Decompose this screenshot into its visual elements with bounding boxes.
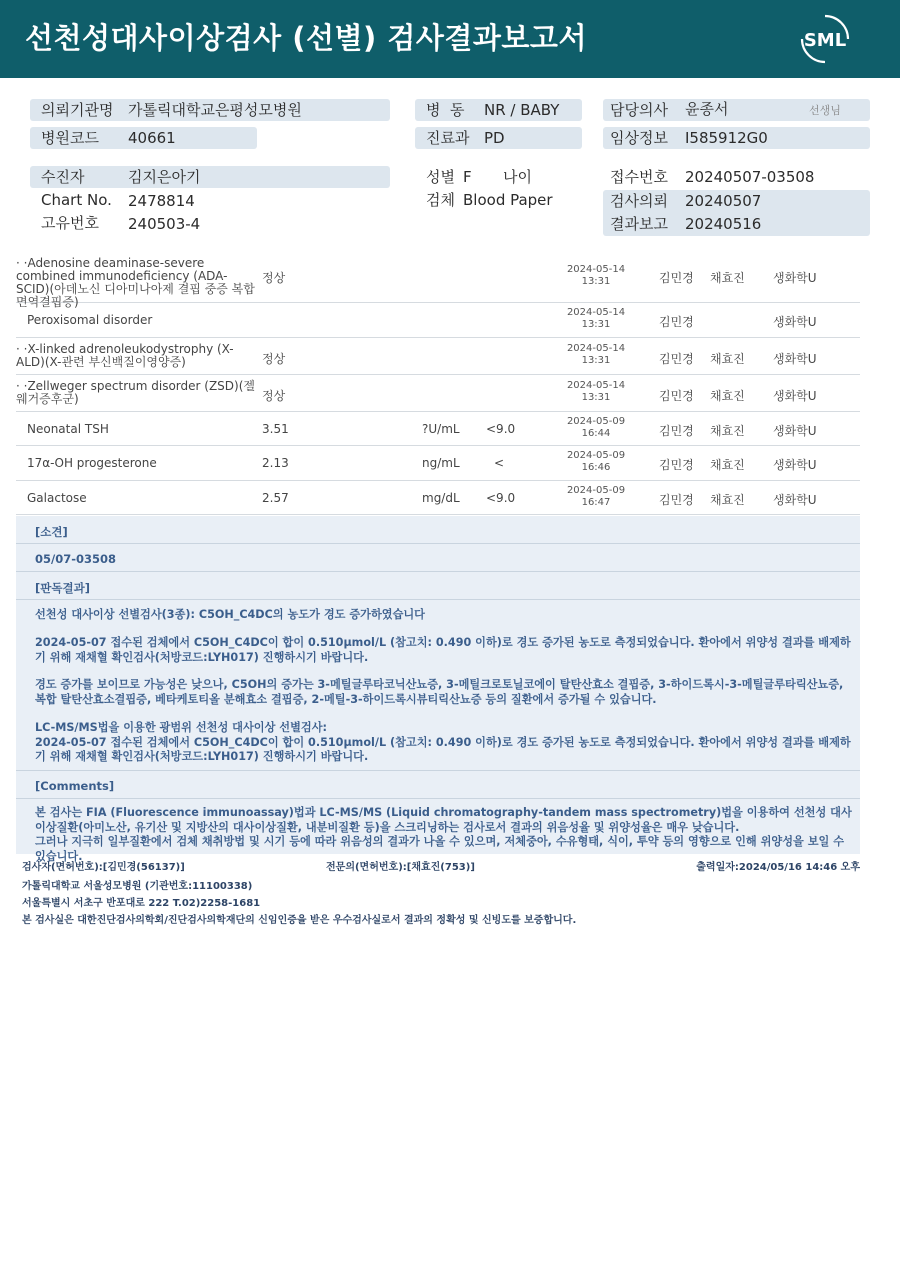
test-unit: mg/dL	[422, 491, 460, 505]
opinion-title-row	[16, 516, 860, 544]
table-row	[16, 255, 860, 309]
specimen-value: Blood Paper	[463, 191, 553, 209]
specialist-signature: 전문의(면허번호):[채효진(753)]	[326, 862, 475, 873]
clinical-value: I585912G0	[685, 129, 768, 147]
opinion-value: 05/07-03508	[35, 552, 116, 566]
doctor-suffix: 선생님	[809, 104, 841, 117]
test-result: 정상	[262, 389, 286, 403]
test-datetime: 2024-05-14 13:31	[566, 343, 626, 366]
judgement-title-row	[16, 572, 860, 600]
chart-value: 2478814	[128, 192, 195, 210]
sex-value: F	[463, 168, 472, 186]
judgement-paragraph-2: 2024-05-07 접수된 검체에서 C5OH_C4DC이 합이 0.510µmol/L (참고치: 0.490 이하)로 경도 증가된 농도로 측정되었습니다. 환아에서 위양성 결과를 배제하기 위해 재채혈 확인검사(처방코드:LYH017) 진행하시기 바랍니다.	[35, 636, 851, 664]
judgement-body	[16, 600, 860, 771]
unique-label: 고유번호	[41, 214, 99, 232]
dept-label: 진료과	[426, 129, 470, 147]
test-reference: <9.0	[486, 422, 516, 436]
unique-value: 240503-4	[128, 215, 201, 233]
certification-note: 본 검사실은 대한진단검사의학회/진단검사의학재단의 신임인증을 받은 우수검사실로서 결과의 정확성 및 신빙도를 보증합니다.	[22, 915, 577, 926]
test-datetime: 2024-05-09 16:46	[566, 450, 626, 473]
test-name: Galactose	[27, 491, 87, 505]
ward-label: 병 동	[426, 101, 465, 119]
verifier-name: 채효진	[710, 389, 745, 403]
verifier-name: 채효진	[710, 493, 745, 507]
print-date: 출력일자:2024/05/16 14:46 오후	[696, 862, 860, 873]
report-title: 선천성대사이상검사 (선별) 검사결과보고서	[25, 21, 587, 55]
test-result: 정상	[262, 271, 286, 285]
institution-label: 의뢰기관명	[41, 101, 114, 119]
test-result: 3.51	[262, 422, 289, 436]
judgement-paragraph-4: LC-MS/MS법을 이용한 광범위 선천성 대사이상 선별검사: 2024-05-07 접수된 검체에서 C5OH_C4DC이 합이 0.510µmol/L (참고치: 0.490 이하)로 경도 증가된 농도로 측정되었습니다. 환아에서 위양성 결과를 배제하기 위해 재채혈 확인검사(처방코드:LYH017) 진행하시기 바랍니다.	[35, 721, 851, 763]
dept-name: 생화학U	[773, 493, 817, 507]
table-row	[16, 481, 860, 515]
test-result: 2.57	[262, 491, 289, 505]
table-row	[16, 412, 860, 446]
report-header	[0, 0, 900, 78]
tester-name: 김민경	[659, 315, 694, 329]
receipt-label: 접수번호	[610, 168, 668, 186]
clinical-label: 임상정보	[610, 129, 668, 147]
test-datetime: 2024-05-14 13:31	[566, 307, 626, 330]
tester-name: 김민경	[659, 458, 694, 472]
institution-value: 가톨릭대학교은평성모병원	[128, 101, 302, 119]
verifier-name: 채효진	[710, 424, 745, 438]
judgement-paragraph-3: 경도 증가를 보이므로 가능성은 낮으나, C5OH의 증가는 3-메틸글루타코닉산뇨증, 3-메틸크로토닐코에이 탈탄산효소 결핍증, 3-하이드록시-3-메틸글루타릭산뇨증, 복합 탈탄산효소결핍증, 베타케토티올 분해효소 결핍증, 2-메틸-3-하이드록시뷰티릭산뇨증 등의 질환에서 증가될 수 있습니다.	[35, 678, 844, 706]
test-name: 17α-OH progesterone	[27, 456, 157, 470]
verifier-name: 채효진	[710, 271, 745, 285]
test-result: 정상	[262, 352, 286, 366]
test-datetime: 2024-05-14 13:31	[566, 264, 626, 287]
verifier-name: 채효진	[710, 458, 745, 472]
test-datetime: 2024-05-14 13:31	[566, 380, 626, 403]
judgement-paragraph-1: 선천성 대사이상 선별검사(3종): C5OH_C4DC의 농도가 경도 증가하였습니다	[35, 608, 425, 621]
dept-name: 생화학U	[773, 315, 817, 329]
organization-address: 서울특별시 서초구 반포대로 222 T.02)2258-1681	[22, 898, 261, 909]
dept-name: 생화학U	[773, 458, 817, 472]
verifier-name: 채효진	[710, 352, 745, 366]
comments-paragraph: 본 검사는 FIA (Fluorescence immunoassay)법과 LC-MS/MS (Liquid chromatography-tandem mass spectrometry)법을 이용하여 선천성 대사이상질환(아미노산, 유기산 및 지방산의 대사이상질환, 내분비질환 등)을 스크리닝하는 검사로서 결과의 위음성율 및 위양성율은 매우 낮습니다. 그러나 지극히 일부질환에서 검체 채취방법 및 시기 등에 따라 위음성의 결과가 나올 수 있으며, 저체중아, 수유형태, 식이, 투약 등의 영향으로 인해 위양성을 보일 수 있습니다.	[35, 806, 852, 863]
table-row	[16, 338, 860, 375]
comments-title: [Comments]	[35, 779, 115, 793]
table-row	[16, 446, 860, 481]
test-name: Neonatal TSH	[27, 422, 109, 436]
comments-title-row	[16, 771, 860, 799]
sex-label: 성별	[426, 168, 455, 186]
table-row	[16, 303, 860, 338]
test-name: · ·Adenosine deaminase-severe combined immunodeficiency (ADA-SCID)(아데노신 디아미나아제 결핍 중증 복합면역결핍증)	[16, 256, 255, 309]
tester-name: 김민경	[659, 493, 694, 507]
ward-value: NR / BABY	[484, 101, 560, 119]
doctor-value: 윤종서	[685, 100, 729, 118]
dept-value: PD	[484, 129, 505, 147]
sml-logo	[796, 13, 854, 65]
request-label: 검사의뢰	[610, 192, 668, 210]
test-unit: ?U/mL	[422, 422, 460, 436]
report-value: 20240516	[685, 215, 762, 233]
opinion-value-row	[16, 544, 860, 572]
tester-name: 김민경	[659, 271, 694, 285]
test-reference: <	[494, 456, 505, 470]
tester-name: 김민경	[659, 424, 694, 438]
test-name: Peroxisomal disorder	[27, 313, 153, 327]
test-unit: ng/mL	[422, 456, 460, 470]
test-result: 2.13	[262, 456, 289, 470]
patient-value: 김지은아기	[128, 168, 201, 186]
receipt-value: 20240507-03508	[685, 168, 815, 186]
organization-name: 가톨릭대학교 서울성모병원 (기관번호:11100338)	[22, 881, 253, 892]
test-datetime: 2024-05-09 16:47	[566, 485, 626, 508]
test-reference: <9.0	[486, 491, 516, 505]
age-label: 나이	[503, 168, 532, 186]
patient-label: 수진자	[41, 168, 85, 186]
report-label: 결과보고	[610, 215, 668, 233]
test-datetime: 2024-05-09 16:44	[566, 416, 626, 439]
request-value: 20240507	[685, 192, 762, 210]
tester-name: 김민경	[659, 352, 694, 366]
opinion-title: [소견]	[35, 525, 68, 539]
dept-name: 생화학U	[773, 424, 817, 438]
doctor-label: 담당의사	[610, 101, 668, 119]
test-name: · ·Zellweger spectrum disorder (ZSD)(젤웨거증후군)	[16, 379, 255, 406]
logo-text: SML	[803, 30, 847, 51]
tester-name: 김민경	[659, 389, 694, 403]
specimen-label: 검체	[426, 191, 455, 209]
tester-signature: 검사자(면허번호):[김민경(56137)]	[22, 862, 185, 873]
dept-name: 생화학U	[773, 271, 817, 285]
hospital-code-value: 40661	[128, 129, 176, 147]
judgement-title: [판독결과]	[35, 581, 90, 595]
dept-name: 생화학U	[773, 389, 817, 403]
dept-name: 생화학U	[773, 352, 817, 366]
findings-section	[16, 516, 860, 863]
test-name: · ·X-linked adrenoleukodystrophy (X-ALD)(X-관련 부신백질이영양증)	[16, 342, 234, 369]
chart-label: Chart No.	[41, 191, 112, 209]
table-row	[16, 375, 860, 412]
hospital-code-label: 병원코드	[41, 129, 99, 147]
